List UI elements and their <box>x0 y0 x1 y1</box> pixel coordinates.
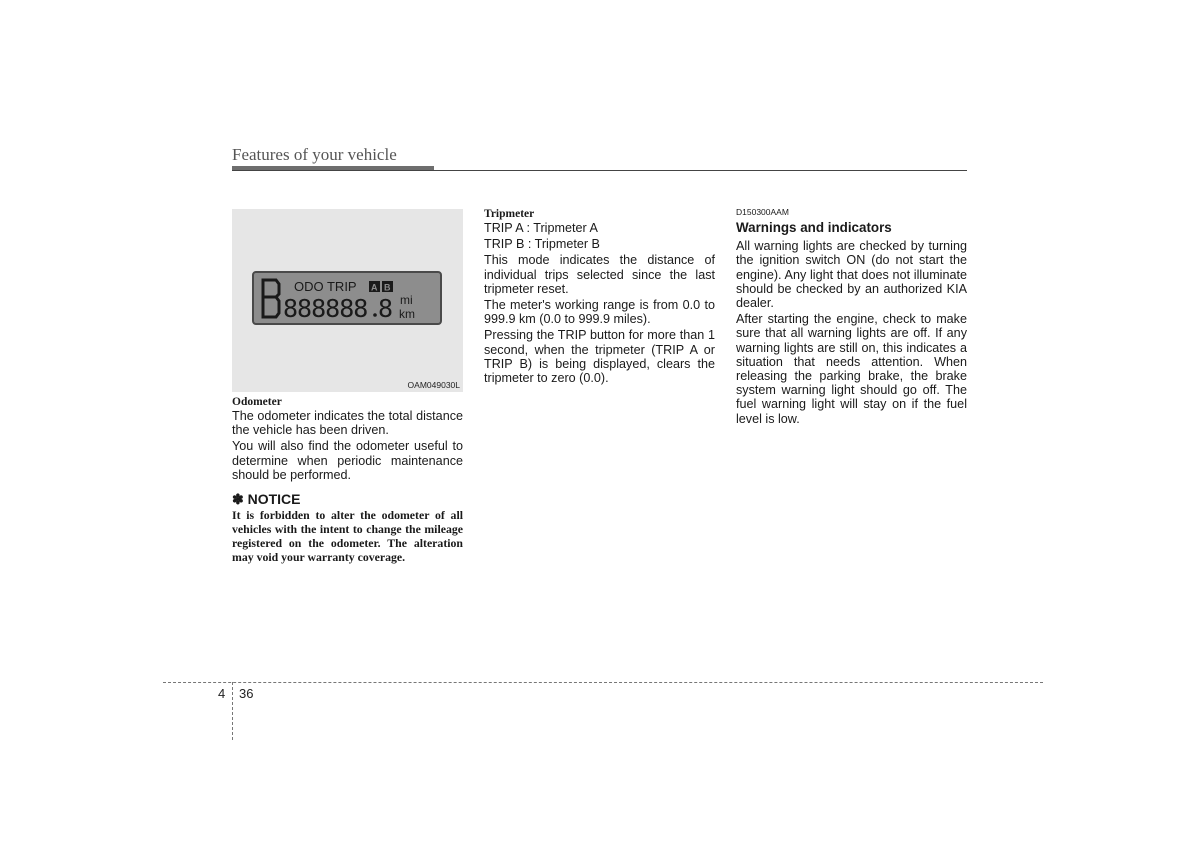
odometer-lcd-display <box>252 271 442 325</box>
footer-divider <box>232 682 233 740</box>
lcd-decimal-point <box>373 313 377 317</box>
odometer-figure <box>232 209 463 392</box>
odometer-heading: Odometer <box>232 396 282 408</box>
column-tripmeter <box>484 207 715 387</box>
odometer-paragraph-1: The odometer indicates the total distance the vehicle has been driven. <box>232 409 463 438</box>
lcd-badge-b: B <box>384 282 391 293</box>
tripmeter-paragraph-1: This mode indicates the distance of individual trips selected since the last tripmeter reset. <box>484 253 715 296</box>
lcd-odo-trip-label: ODO TRIP <box>294 279 357 294</box>
lcd-badge-a: A <box>371 282 378 293</box>
lcd-unit-km: km <box>399 307 415 321</box>
warnings-paragraph-2: After starting the engine, check to make sure that all warning lights are off. If any warning lights are still on, this indicates a situation that needs attention. When releasing the parking brake, the brake system warning light should go off. The fuel warning light will stay on if the fuel level is low. <box>736 312 967 426</box>
footer-section-number: 4 <box>218 686 226 701</box>
tripmeter-line-b: TRIP B : Tripmeter B <box>484 237 600 252</box>
lcd-unit-mi: mi <box>400 293 413 307</box>
page-header-title: Features of your vehicle <box>232 145 397 164</box>
notice-title: ✽ NOTICE <box>232 491 301 508</box>
tripmeter-heading: Tripmeter <box>484 208 535 220</box>
lcd-mode-segment <box>263 280 279 317</box>
tripmeter-paragraph-3: Pressing the TRIP button for more than 1 second, when the tripmeter (TRIP A or TRIP B) is being displayed, clears the tripmeter to zero (0.0). <box>484 328 715 386</box>
section-code: D150300AAM <box>736 207 789 217</box>
figure-caption: OAM049030L <box>407 380 460 390</box>
tripmeter-paragraph-2: The meter's working range is from 0.0 to 999.9 km (0.0 to 999.9 miles). <box>484 298 715 327</box>
odometer-paragraph-2: You will also find the odometer useful to determine when periodic maintenance should be performed. <box>232 439 463 482</box>
notice-body: It is forbidden to alter the odometer of all vehicles with the intent to change the mileage registered on the odometer. The alteration may void your warranty coverage. <box>232 508 463 565</box>
column-warnings <box>736 207 967 428</box>
header-rule <box>232 170 967 171</box>
warnings-title: Warnings and indicators <box>736 220 892 235</box>
lcd-digits: 888888 <box>283 294 368 323</box>
tripmeter-line-a: TRIP A : Tripmeter A <box>484 221 598 235</box>
warnings-paragraph-1: All warning lights are checked by turning the ignition switch ON (do not start the engine). Any light that does not illuminate should be checked by an authorized KIA dealer. <box>736 239 967 311</box>
footer-page-number: 36 <box>239 686 254 701</box>
svg-text:8: 8 <box>378 294 394 323</box>
column-odometer <box>232 395 463 564</box>
footer-rule <box>163 682 1043 683</box>
